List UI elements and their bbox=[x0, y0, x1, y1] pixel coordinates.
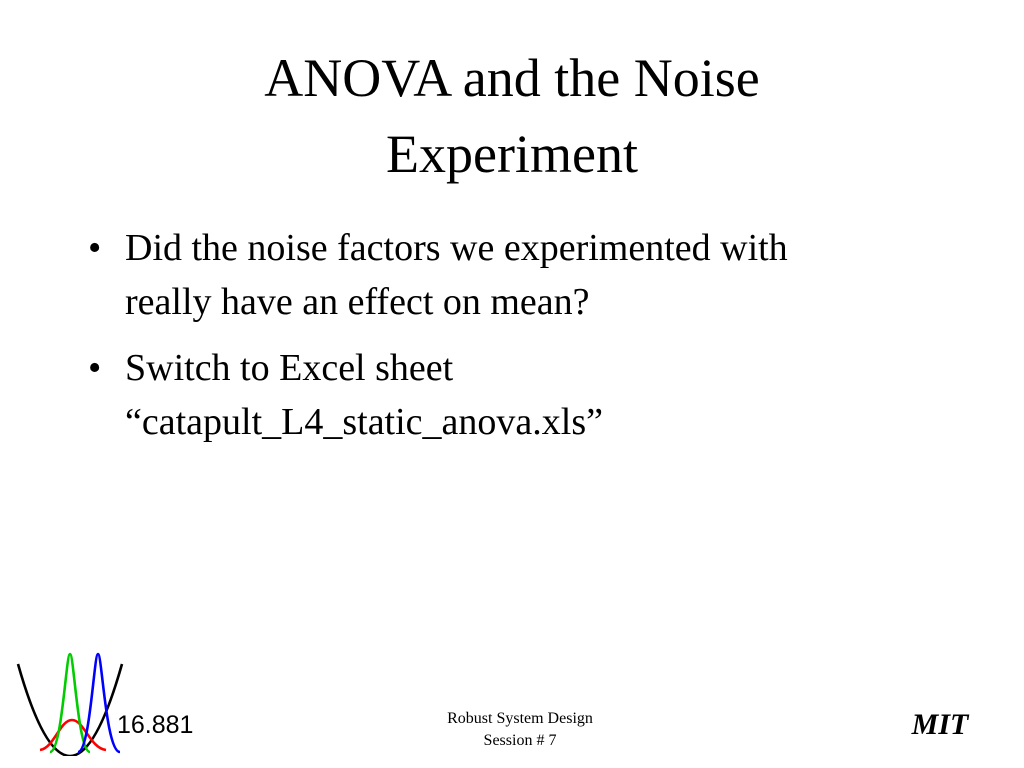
blue-peak-curve bbox=[78, 654, 120, 752]
slide-title-line-2: Experiment bbox=[386, 124, 638, 184]
bullet-text bbox=[125, 341, 968, 449]
slide-title bbox=[112, 40, 912, 192]
distribution-curves-logo-icon bbox=[14, 652, 126, 756]
bullet-line: Did the noise factors we experimented with bbox=[125, 227, 788, 269]
bullet-item-excel-sheet bbox=[88, 341, 968, 449]
bullet-item-noise-factors bbox=[88, 221, 968, 329]
bullet-marker: • bbox=[88, 227, 102, 269]
footer-session: Session # 7 bbox=[483, 732, 557, 749]
footer-course-session bbox=[400, 708, 640, 752]
course-number: 16.881 bbox=[117, 711, 194, 739]
bullet-line: Switch to Excel sheet bbox=[125, 347, 454, 389]
bullet-line: really have an effect on mean? bbox=[125, 281, 590, 323]
bullet-text bbox=[125, 221, 968, 329]
institution-label: MIT bbox=[911, 708, 969, 741]
bullet-line: “catapult_L4_static_anova.xls” bbox=[125, 401, 603, 443]
slide-title-line-1: ANOVA and the Noise bbox=[264, 48, 760, 108]
footer-course-title: Robust System Design bbox=[447, 710, 593, 727]
bullet-marker: • bbox=[88, 347, 102, 389]
bullet-list bbox=[88, 221, 968, 461]
